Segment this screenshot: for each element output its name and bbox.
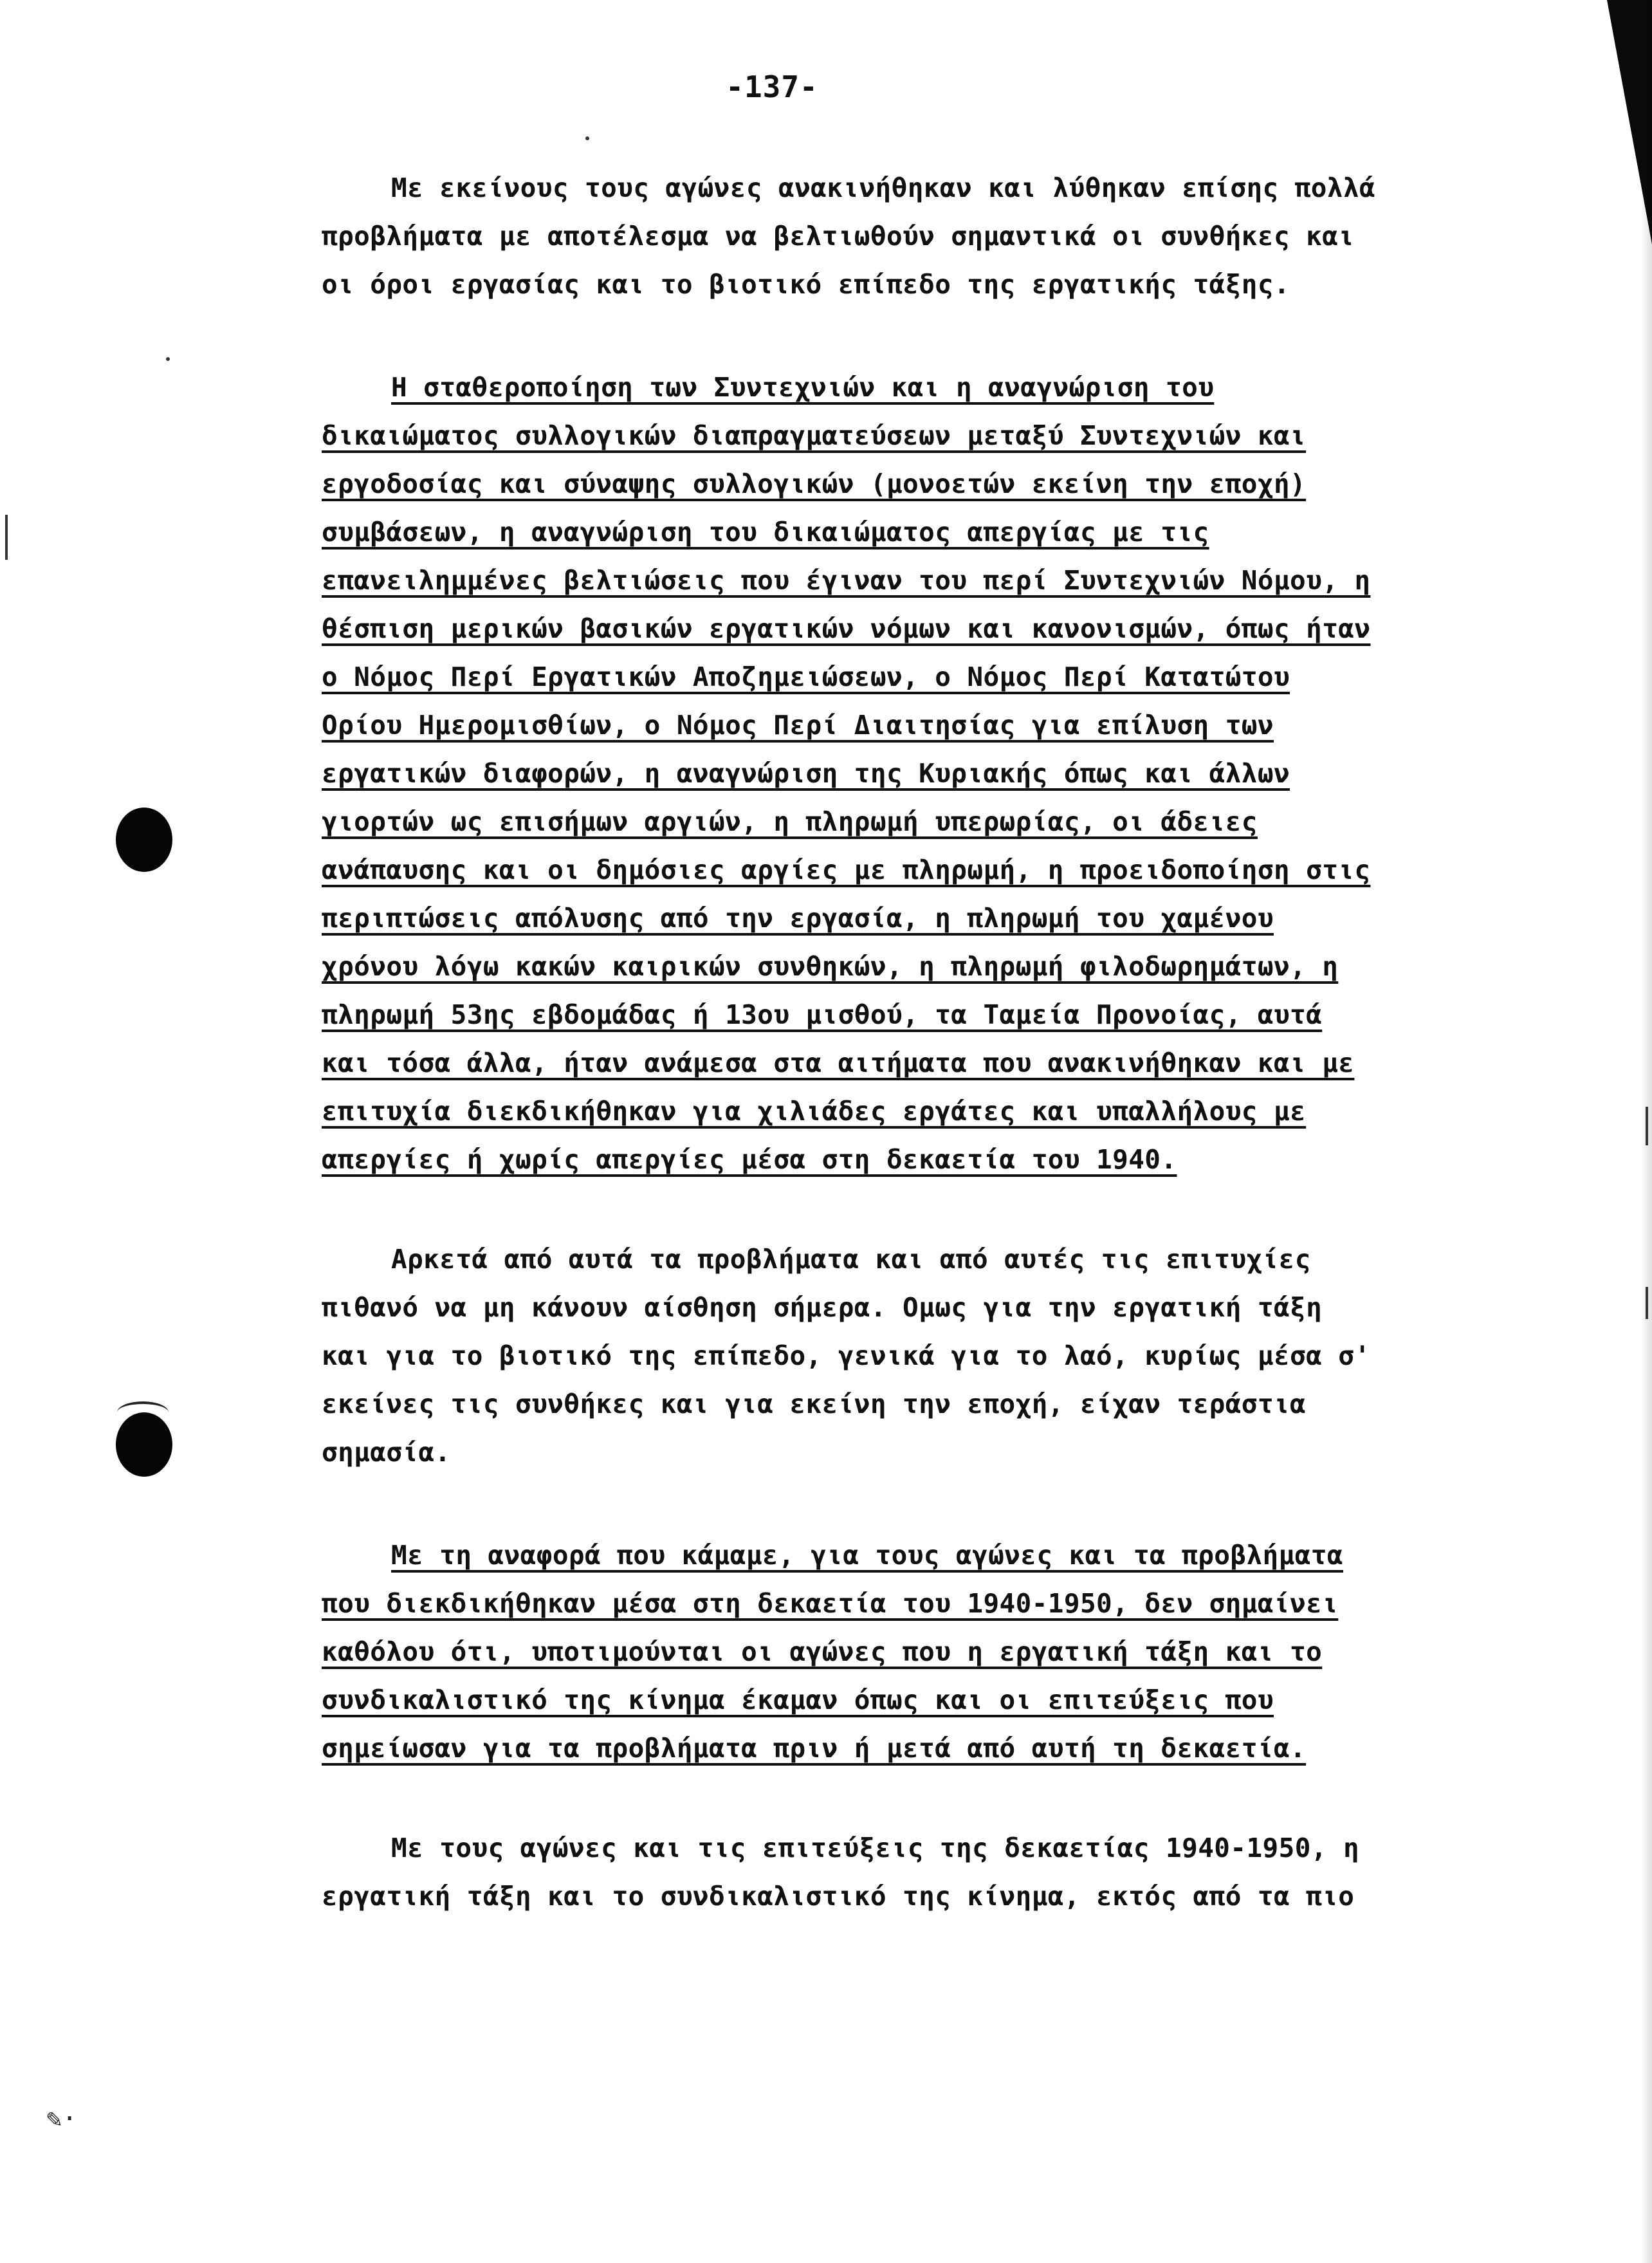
margin-mark-right-2 bbox=[1646, 1287, 1648, 1319]
text-line: εργατικών διαφορών, η αναγνώριση της Κυριακής όπως και άλλων bbox=[322, 758, 1290, 789]
scan-speck bbox=[166, 357, 170, 361]
text-line: εργατική τάξη και το συνδικαλιστικό της κίνημα, εκτός από τα πιο bbox=[322, 1881, 1355, 1912]
scan-speck bbox=[585, 136, 589, 140]
text-line: οι όροι εργασίας και το βιοτικό επίπεδο της εργατικής τάξης. bbox=[322, 269, 1290, 300]
text-line: εκείνες τις συνθήκες και για εκείνη την εποχή, είχαν τεράστια bbox=[322, 1389, 1307, 1419]
paragraph-2-underlined bbox=[322, 364, 1428, 1184]
paragraph-4-underlined bbox=[322, 1531, 1428, 1773]
text-line: που διεκδικήθηκαν μέσα στη δεκαετία του 1940-1950, δεν σημαίνει bbox=[322, 1588, 1339, 1619]
text-line: επανειλημμένες βελτιώσεις που έγιναν του περί Συντεχνιών Νόμου, η bbox=[322, 565, 1371, 596]
margin-mark-right-1 bbox=[1646, 1107, 1648, 1145]
text-line: πληρωμή 53ης εβδομάδας ή 13ου μισθού, τα Ταμεία Προνοίας, αυτά bbox=[322, 999, 1323, 1030]
paragraph-3 bbox=[322, 1235, 1428, 1477]
text-line: Με εκείνους τους αγώνες ανακινήθηκαν και λύθηκαν επίσης πολλά bbox=[391, 172, 1376, 203]
text-line: δικαιώματος συλλογικών διαπραγματεύσεων μεταξύ Συντεχνιών και bbox=[322, 420, 1307, 451]
text-line: απεργίες ή χωρίς απεργίες μέσα στη δεκαετία του 1940. bbox=[322, 1144, 1177, 1175]
text-line: χρόνου λόγω κακών καιρικών συνθηκών, η πληρωμή φιλοδωρημάτων, η bbox=[322, 951, 1339, 982]
text-line: προβλήματα με αποτέλεσμα να βελτιωθούν σημαντικά οι συνθήκες και bbox=[322, 221, 1355, 252]
text-line: ο Νόμος Περί Εργατικών Αποζημειώσεων, ο Νόμος Περί Κατατώτου bbox=[322, 661, 1290, 692]
text-line: εργοδοσίας και σύναψης συλλογικών (μονοετών εκείνη την εποχή) bbox=[322, 468, 1307, 499]
margin-mark-left bbox=[5, 515, 8, 560]
text-line: σημείωσαν για τα προβλήματα πριν ή μετά από αυτή τη δεκαετία. bbox=[322, 1733, 1307, 1764]
text-line: Με τη αναφορά που κάμαμε, για τους αγώνες και τα προβλήματα bbox=[391, 1540, 1343, 1571]
punch-hole-lower bbox=[116, 1412, 172, 1477]
text-line: γιορτών ως επισήμων αργιών, η πληρωμή υπερωρίας, οι άδειες bbox=[322, 806, 1258, 837]
text-line: και τόσα άλλα, ήταν ανάμεσα στα αιτήματα που ανακινήθηκαν και με bbox=[322, 1048, 1355, 1078]
paragraph-1 bbox=[322, 164, 1428, 309]
text-line: συμβάσεων, η αναγνώριση του δικαιώματος απεργίας με τις bbox=[322, 517, 1209, 548]
punch-hole-upper bbox=[116, 808, 172, 872]
text-line: επιτυχία διεκδικήθηκαν για χιλιάδες εργάτες και υπαλλήλους με bbox=[322, 1096, 1307, 1127]
text-line: Με τους αγώνες και τις επιτεύξεις της δεκαετίας 1940-1950, η bbox=[391, 1833, 1360, 1863]
text-line: πιθανό να μη κάνουν αίσθηση σήμερα. Ομως για την εργατική τάξη bbox=[322, 1292, 1323, 1323]
text-line: συνδικαλιστικό της κίνημα έκαμαν όπως και οι επιτεύξεις που bbox=[322, 1685, 1274, 1715]
text-line: θέσπιση μερικών βασικών εργατικών νόμων και κανονισμών, όπως ήταν bbox=[322, 613, 1371, 644]
text-line: σημασία. bbox=[322, 1437, 451, 1468]
text-line: Αρκετά από αυτά τα προβλήματα και από αυτές τις επιτυχίες bbox=[391, 1244, 1311, 1275]
text-line: και για το βιοτικό της επίπεδο, γενικά για το λαό, κυρίως μέσα σ' bbox=[322, 1340, 1371, 1371]
text-line: περιπτώσεις απόλυσης από την εργασία, η πληρωμή του χαμένου bbox=[322, 903, 1274, 934]
text-line: Ορίου Ημερομισθίων, ο Νόμος Περί Διαιτησίας για επίλυση των bbox=[322, 710, 1274, 741]
scan-mark-icon: ✎· bbox=[46, 2104, 78, 2134]
text-line: καθόλου ότι, υποτιμούνται οι αγώνες που η εργατική τάξη και το bbox=[322, 1636, 1323, 1667]
page-number: -137- bbox=[726, 69, 818, 104]
paragraph-5 bbox=[322, 1824, 1428, 1921]
text-line: ανάπαυσης και οι δημόσιες αργίες με πληρωμή, η προειδοποίηση στις bbox=[322, 854, 1371, 885]
text-line: Η σταθεροποίηση των Συντεχνιών και η αναγνώριση του bbox=[391, 372, 1215, 403]
